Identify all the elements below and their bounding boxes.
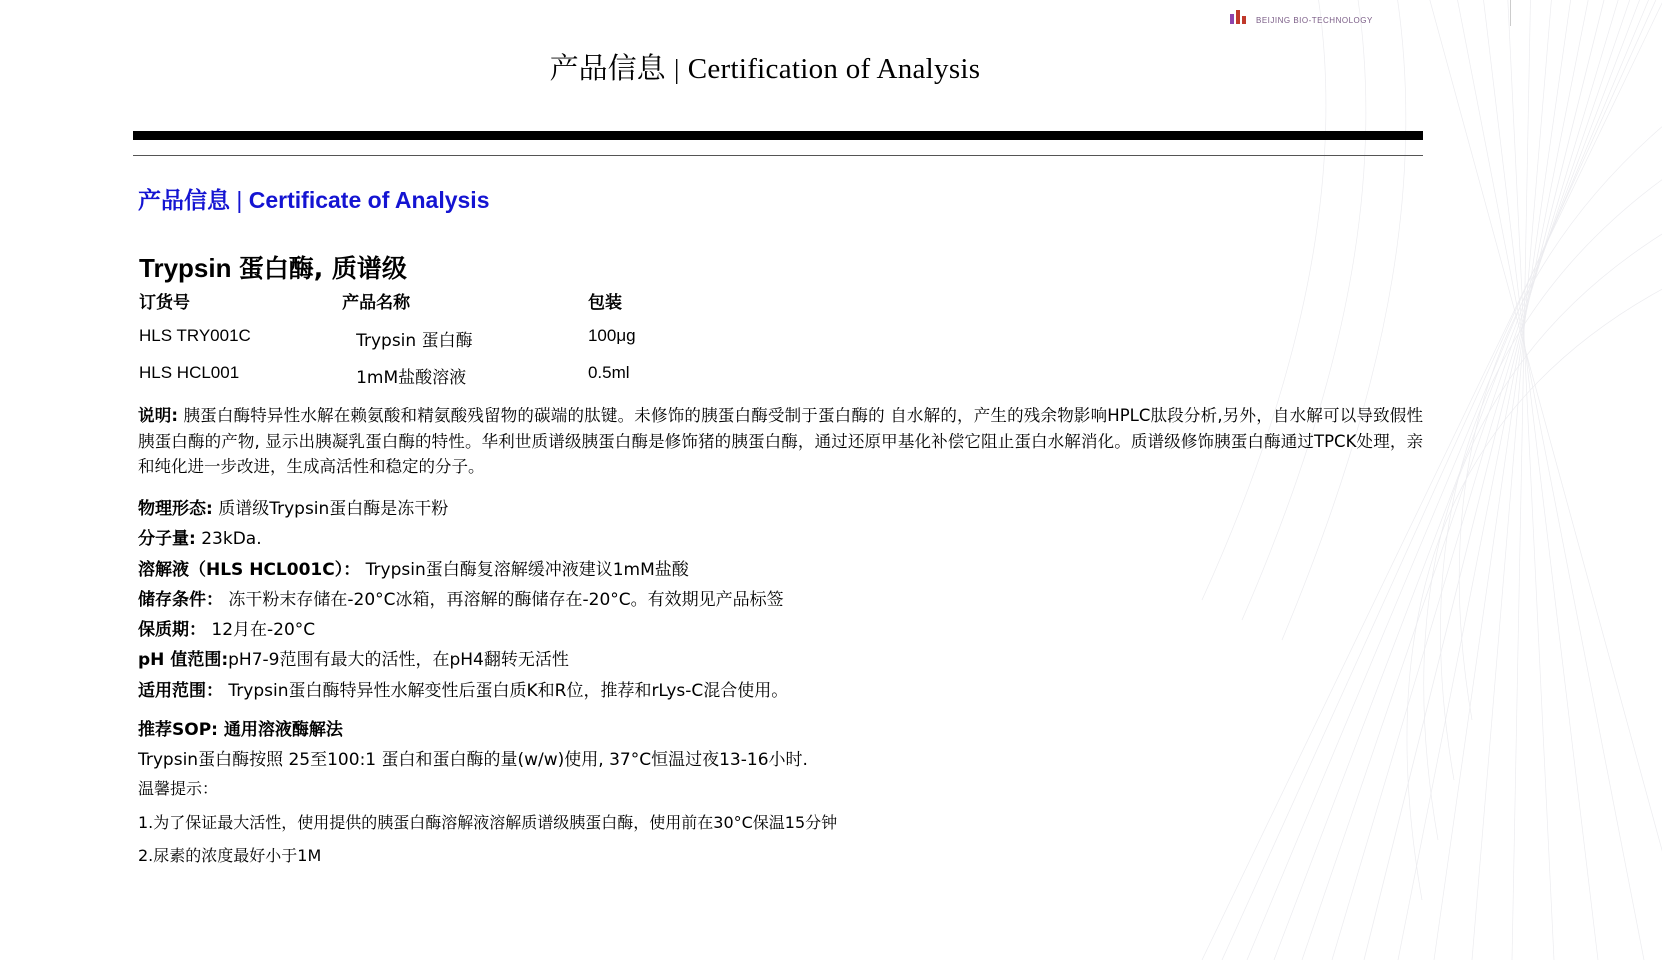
section-heading-separator: | [236,187,243,213]
cell-product-name: Trypsin 蛋白酶 [356,331,473,351]
specifications-list [138,494,1423,706]
sop-body: Trypsin蛋白酶按照 25至100:1 蛋白和蛋白酶的量(w/w)使用, 37°C恒温过夜13-16小时. [138,750,808,770]
tip-item: 1.为了保证最大活性，使用提供的胰蛋白酶溶解液溶解质谱级胰蛋白酶，使用前在30°C保温15分钟 [138,812,838,832]
cell-order-number: HLS TRY001C [139,326,251,345]
spec-label: 储存条件： [138,589,223,610]
section-heading-en: Certificate of Analysis [248,187,490,213]
company-logo [1230,0,1530,26]
column-header-order-number: 订货号 [139,293,190,313]
spec-label: 溶解液（HLS HCL001C）： [138,559,361,580]
logo-mark-icon [1230,10,1246,24]
spec-label: 物理形态: [138,499,213,519]
section-heading-coa [138,182,490,215]
product-title-cn: 蛋白酶, 质谱级 [238,254,407,283]
title-divider-thick [133,131,1423,140]
spec-value: Trypsin蛋白酶特异性水解变性后蛋白质K和R位，推荐和rLys-C混合使用。 [223,680,789,701]
cell-order-number: HLS HCL001 [139,363,240,382]
description-paragraph [138,403,1423,480]
cell-package: 100μg [587,326,636,345]
sop-heading: 推荐SOP: 通用溶液酶解法 [138,720,343,740]
decorative-line-art [1002,0,1662,960]
tip-item: 2.尿素的浓度最好小于1M [138,846,322,866]
page-title-cn: 产品信息 [549,51,666,85]
description-label: 说明: [138,406,178,425]
spec-row-physical-form [138,494,1423,524]
page-title [0,46,1530,87]
logo-text: BEIJING BIO-TECHNOLOGY [1256,16,1373,25]
page-title-separator: | [673,54,680,84]
column-header-product-name: 产品名称 [342,293,411,313]
spec-row-storage [138,585,1423,615]
spec-label: 保质期： [138,620,206,640]
spec-row-solvent [138,555,1423,585]
spec-label: 分子量: [138,529,196,550]
spec-value: 质谱级Trypsin蛋白酶是冻干粉 [212,499,449,519]
tips-block [138,772,837,873]
spec-label: pH 值范围: [138,650,229,671]
section-heading-cn: 产品信息 [138,188,230,214]
spec-value: 12月在-20°C [206,620,316,640]
spec-row-shelf-life [138,615,1423,645]
spec-label: 适用范围： [138,680,223,701]
title-divider-thin [133,155,1423,156]
spec-value: Trypsin蛋白酶复溶解缓冲液建议1mM盐酸 [360,559,689,580]
spec-row-molecular-weight [138,524,1423,554]
table-header-row [139,288,759,320]
page-title-en: Certification of Analysis [687,53,981,85]
product-title [139,249,407,285]
description-text: 胰蛋白酶特异性水解在赖氨酸和精氨酸残留物的碳端的肽键。未修饰的胰蛋白酶受制于蛋白酶的 自水解的，产生的残余物影响HPLC肽段分析,另外，自水解可以导致假性胰蛋白酶的产物, 显示出胰凝乳蛋白酶的特性。华利世质谱级胰蛋白酶是修饰猪的胰蛋白酶，通过还原甲基化补偿它阻止蛋白水解消化。质谱级修饰胰蛋白酶通过TPCK处理，亲和纯化进一步改进，生成高活性和稳定的分子。 [138,406,1423,477]
cell-package: 0.5ml [587,363,630,382]
spec-value: 23kDa. [195,529,262,550]
spec-row-application [138,676,1423,706]
product-title-en: Trypsin [139,253,232,283]
spec-value: 冻干粉末存储在-20°C冰箱，再溶解的酶储存在-20°C。有效期见产品标签 [223,589,784,610]
table-row [139,357,759,394]
product-order-table [139,288,759,394]
logo-divider [1510,0,1511,26]
column-header-package: 包装 [587,293,622,313]
tips-title: 温馨提示： [138,779,219,798]
cell-product-name: 1mM盐酸溶液 [356,368,467,388]
table-row [139,320,759,357]
spec-row-ph-range [138,645,1423,675]
spec-value: pH7-9范围有最大的活性，在pH4翻转无活性 [228,650,569,671]
